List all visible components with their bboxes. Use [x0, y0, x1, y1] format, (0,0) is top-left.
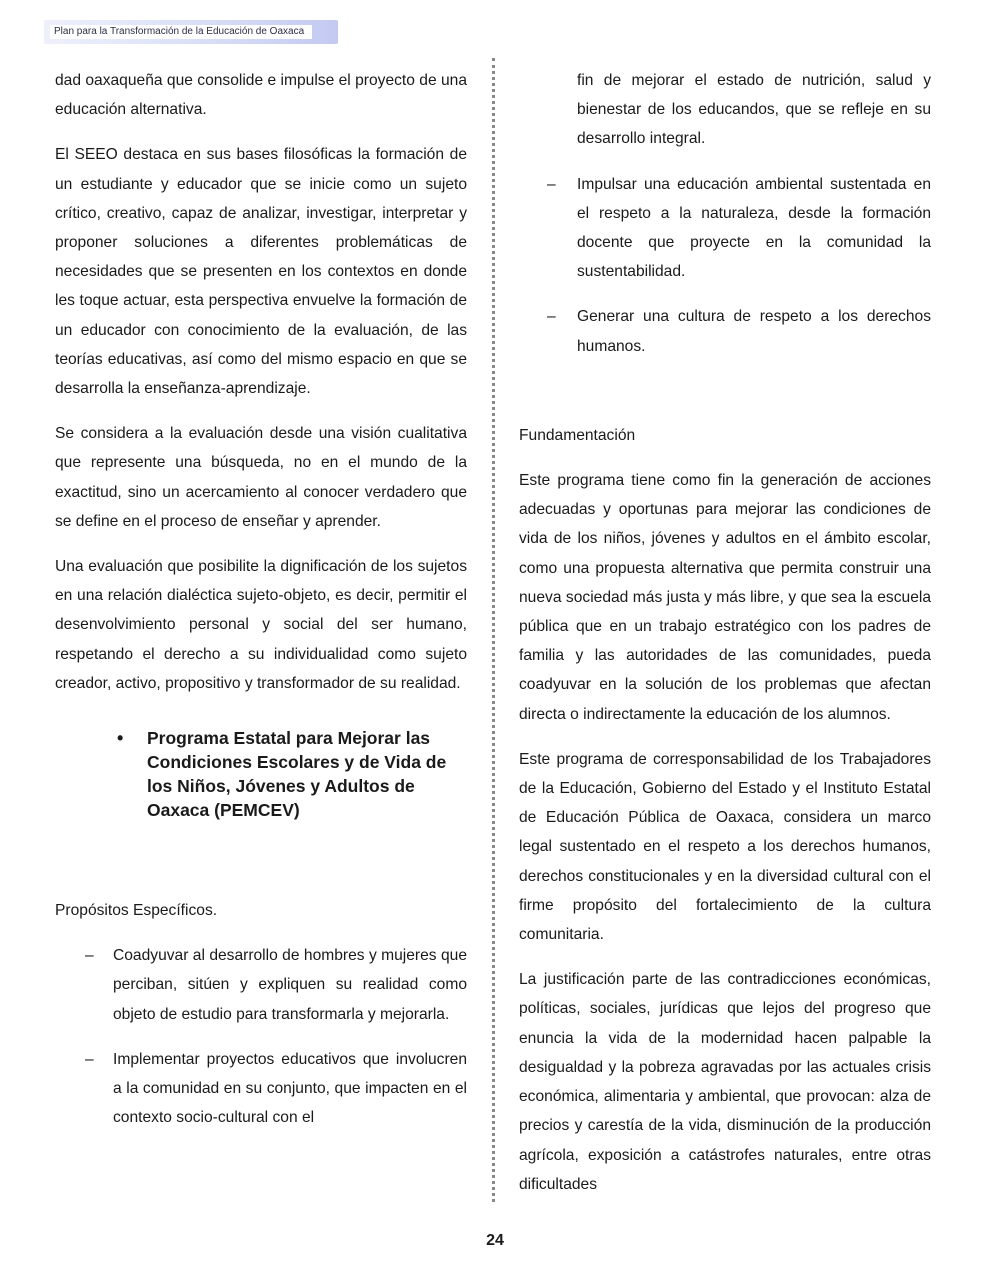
list-item-continuation: fin de mejorar el estado de nutrición, salud y bienestar de los educandos, que se refleje en su desarrollo integral.	[577, 72, 931, 148]
left-column	[55, 66, 467, 1148]
paragraph: Se considera a la evaluación desde una visión cualitativa que represente una búsqueda, no en el mundo de la exactitud, sino un acercamiento al conocer verdadero que se define en el proceso de enseñar y aprender.	[55, 425, 467, 530]
list-item	[55, 941, 467, 1029]
paragraph: Este programa tiene como fin la generación de acciones adecuadas y oportunas para mejorar las condiciones de vida de los niños, jóvenes y adultos en el ámbito escolar, como una propuesta alternativa que permita construir una nueva sociedad más justa y más libre, y que sea la escuela pública que en un trabajo estratégico con los padres de familia y las autoridades de las comunidades, pueda coadyuvar en la solución de los problemas que afectan directa o indirectamente la educación de los alumnos.	[519, 472, 931, 723]
dash-icon: –	[85, 947, 94, 965]
paragraph: Este programa de corresponsabilidad de los Trabajadores de la Educación, Gobierno del Estado y el Instituto Estatal de Educación Pública de Oaxaca, considera un marco legal sustentado en el respeto a los derechos humanos, derechos constitucionales y en la diversidad cultural con el firme propósito del fortalecimiento de la cultura comunitaria.	[519, 750, 931, 944]
program-title: Programa Estatal para Mejorar las Condiciones Escolares y de Vida de los Niños, Jóvenes y Adultos de Oaxaca (PEMCEV)	[147, 728, 447, 821]
list-item-text: Generar una cultura de respeto a los derechos humanos.	[577, 308, 931, 355]
right-column	[519, 66, 931, 1215]
page-number: 24	[486, 1232, 504, 1249]
list-item-text: Impulsar una educación ambiental sustentada en el respeto a la naturaleza, desde la formación docente que proyecte en la comunidad la sustentabilidad.	[577, 175, 931, 281]
running-header	[44, 20, 338, 44]
program-title-bullet	[55, 726, 467, 822]
dash-icon: –	[547, 175, 556, 193]
bullet-icon: •	[117, 728, 124, 749]
paragraph: dad oaxaqueña que consolide e impulse el proyecto de una educación alternativa.	[55, 72, 467, 119]
paragraph: La justificación parte de las contradicciones económicas, políticas, sociales, jurídicas que lejos del progreso que enuncia la vida de la modernidad hacen palpable la desigualdad y la pobreza agravadas por las actuales crisis económica, alimentaria y ambiental, que provocan: alza de precios y carestía de la vida, disminución de la producción agrícola, exposición a catástrofes naturales, entre otras dificultades	[519, 971, 931, 1193]
list-item	[519, 170, 931, 287]
list-item	[519, 302, 931, 360]
list-item	[55, 1045, 467, 1133]
section-heading-purposes: Propósitos Específicos.	[55, 902, 218, 920]
dash-icon: –	[85, 1050, 94, 1068]
column-divider	[492, 58, 495, 1202]
paragraph: Una evaluación que posibilite la dignificación de los sujetos en una relación dialéctica sujeto-objeto, es decir, permitir el desenvolvimiento personal y social del ser humano, respetando el derecho a su individualidad como sujeto creador, activo, propositivo y transformador de su realidad.	[55, 558, 467, 692]
list-item-text: Implementar proyectos educativos que involucren a la comunidad en su conjunto, que impacten en el contexto socio-cultural con el	[113, 1050, 467, 1127]
list-item-text: Coadyuvar al desarrollo de hombres y mujeres que perciban, sitúen y expliquen su realidad como objeto de estudio para transformarla y mejorarla.	[113, 947, 467, 1023]
section-heading-foundation: Fundamentación	[519, 426, 636, 444]
paragraph: El SEEO destaca en sus bases filosóficas la formación de un estudiante y educador que se inicie como un sujeto crítico, creativo, capaz de analizar, investigar, interpretar y proponer soluciones a diferentes problemáticas de necesidades que se presenten en los contextos en donde les toque actuar, esta perspectiva envuelve la formación de un educador con conocimiento de la evaluación, de las teorías educativas, así como del mismo espacio en que se desarrolla la enseñanza-aprendizaje.	[55, 146, 467, 398]
dash-icon: –	[547, 308, 556, 326]
header-title: Plan para la Transformación de la Educación de Oaxaca	[50, 25, 312, 39]
